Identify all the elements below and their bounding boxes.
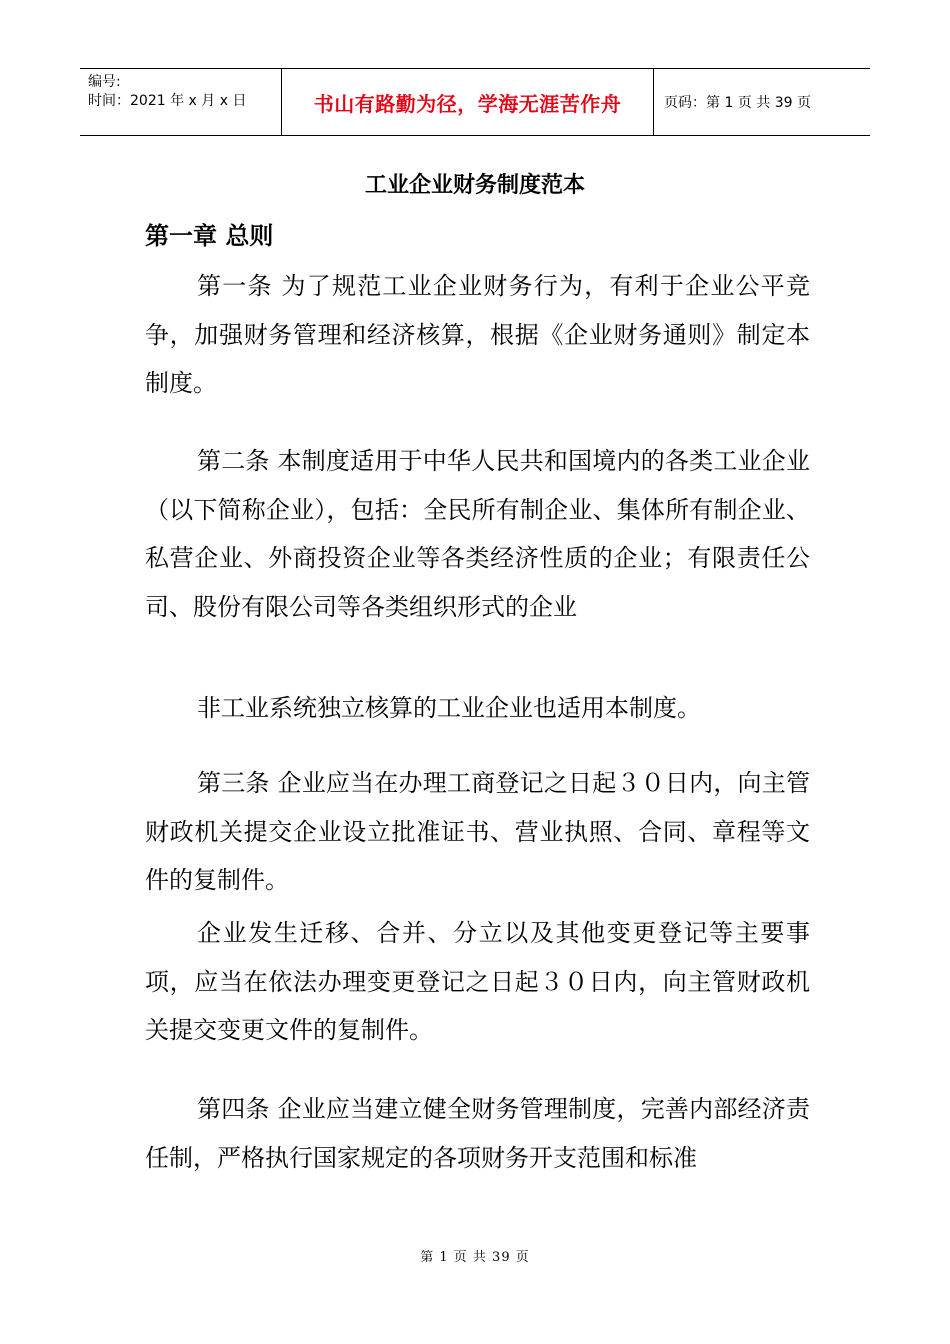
header-page-cell bbox=[654, 69, 870, 135]
document-time-label: 时间：2021 年 x 月 x 日 bbox=[88, 93, 247, 109]
paragraph-article-2: 第二条 本制度适用于中华人民共和国境内的各类工业企业（以下简称企业），包括：全民所有制企业、集体所有制企业、私营企业、外商投资企业等各类经济性质的企业；有限责任公司、股份有限公司等各类组织形式的企业 bbox=[145, 447, 810, 621]
document-title: 工业企业财务制度范本 bbox=[364, 173, 585, 198]
document-number-label: 编号: bbox=[88, 74, 121, 90]
header-motto-cell bbox=[282, 69, 654, 135]
chapter-heading: 第一章 总则 bbox=[145, 222, 274, 250]
header-page-info: 页码：第 1 页 共 39 页 bbox=[664, 95, 811, 111]
header-meta-cell bbox=[80, 69, 282, 135]
paragraph-article-3-change: 企业发生迁移、合并、分立以及其他变更登记等主要事项，应当在依法办理变更登记之日起３０日内，向主管财政机关提交变更文件的复制件。 bbox=[145, 919, 810, 1044]
header-table bbox=[80, 68, 870, 136]
paragraph-article-3: 第三条 企业应当在办理工商登记之日起３０日内，向主管财政机关提交企业设立批准证书、营业执照、合同、章程等文件的复制件。 bbox=[145, 769, 810, 894]
paragraph-article-2-note: 非工业系统独立核算的工业企业也适用本制度。 bbox=[197, 694, 701, 722]
paragraph-article-1: 第一条 为了规范工业企业财务行为，有利于企业公平竞争，加强财务管理和经济核算，根据《企业财务通则》制定本制度。 bbox=[145, 272, 810, 397]
page-footer: 第 1 页 共 39 页 bbox=[420, 1250, 530, 1265]
paragraph-article-4: 第四条 企业应当建立健全财务管理制度，完善内部经济责任制，严格执行国家规定的各项财务开支范围和标准 bbox=[145, 1095, 810, 1172]
header-motto: 书山有路勤为径，学海无涯苦作舟 bbox=[313, 91, 622, 116]
